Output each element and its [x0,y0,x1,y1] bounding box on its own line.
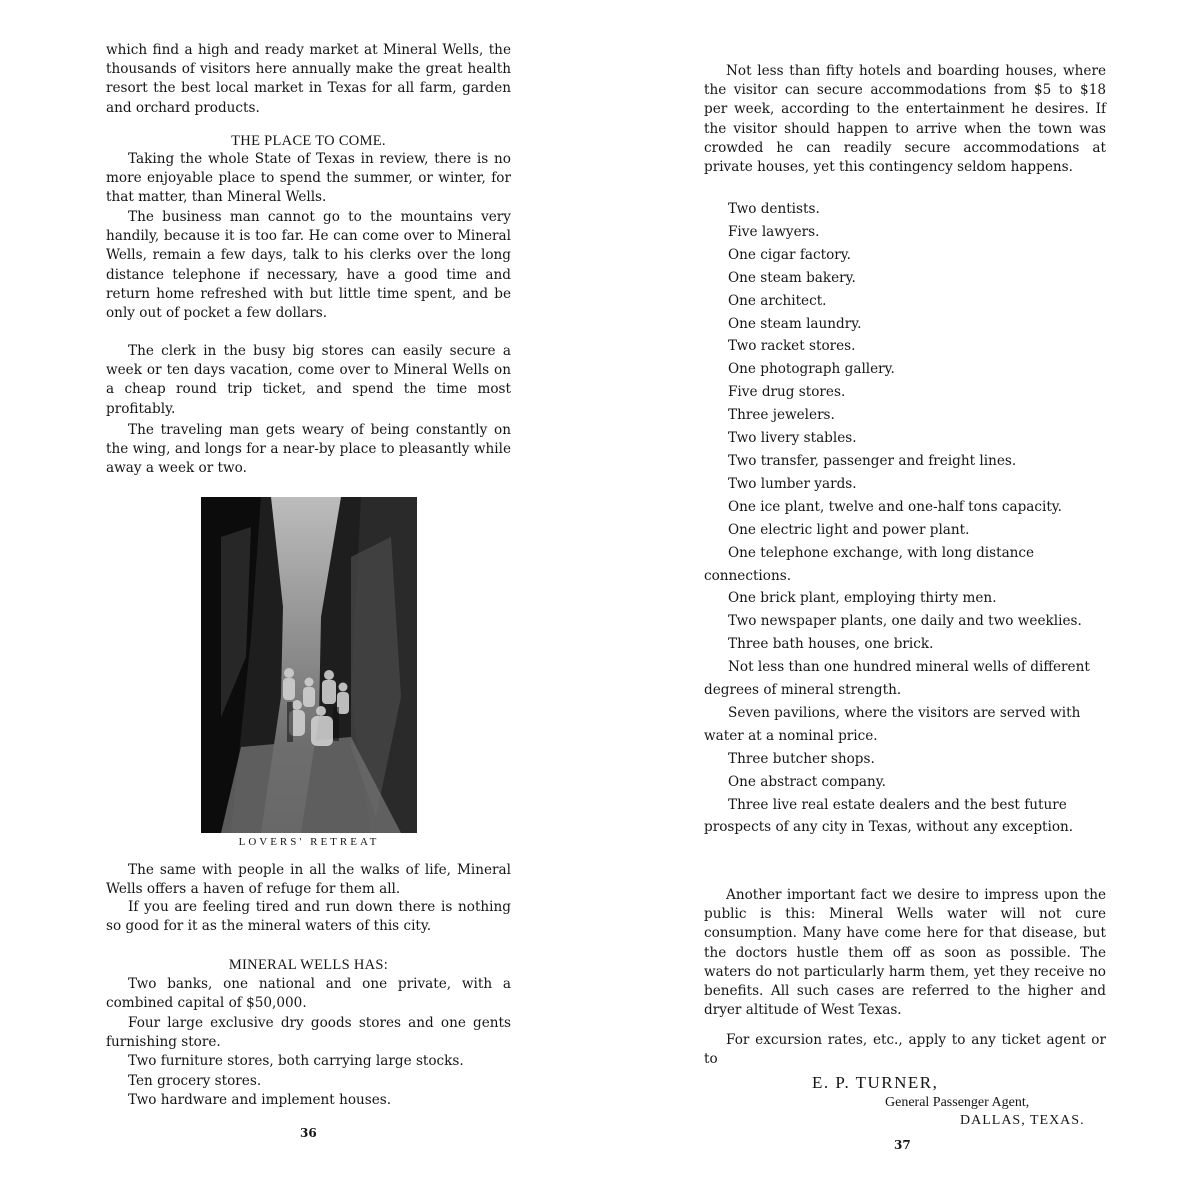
list-item: Not less than one hundred mineral wells of different degrees of mineral strength. [704,659,1090,699]
paragraph-business: The business man cannot go to the mountains very handily, because it is too far. He can come over to Mineral Wells, remain a few days, talk to his clerks over the long distance telephone if necessary, have a good time and return home refreshed with but little time spent, and be only out of pocket a few dollars. [106,209,511,322]
list-item: Two lumber yards. [728,475,857,492]
list-item: Two livery stables. [728,430,857,447]
intro-paragraph: which find a high and ready market at Mineral Wells, the thousands of visitors here annually make the great health resort the best local market in Texas for all farm, garden and orchard products. [106,42,511,116]
has-item-grocery: Ten grocery stores. [128,1073,262,1089]
list-item: One abstract company. [728,773,886,790]
list-item: One ice plant, twelve and one-half tons capacity. [728,498,1063,515]
list-item: Two transfer, passenger and freight lines. [728,452,1017,469]
paragraph-hotels: Not less than fifty hotels and boarding houses, where the visitor can secure accommodations from $5 to $18 per week, according to the entertainment he desires. If the visitor should happen to arrive when the town was crowded he can readily secure accommodations at private houses, yet this contingency seldom happens. [704,63,1106,176]
right-page [600,0,1200,1200]
list-item: One cigar factory. [728,246,851,263]
list-item: Two racket stores. [728,338,856,355]
has-item-hardware: Two hardware and implement houses. [128,1092,392,1108]
list-item: One brick plant, employing thirty men. [728,590,997,607]
page-number-36: 36 [300,1126,317,1140]
paragraph-consumption: Another important fact we desire to impress upon the public is this: Mineral Wells water will not cure consumption. Many have come here for that disease, but the doctors hustle them off as soon as possible. The waters do not particularly harm them, yet they receive no benefits. All such cases are referred to the higher and dryer altitude of West Texas. [704,887,1106,1019]
list-item: Seven pavilions, where the visitors are served with water at a nominal price. [704,704,1081,744]
list-item: Two dentists. [728,201,820,217]
list-item: Five drug stores. [728,384,846,401]
signature-title: General Passenger Agent, [885,1095,1030,1110]
list-item: One photograph gallery. [728,361,895,378]
list-item: Three jewelers. [728,407,835,424]
has-item-dry-goods: Four large exclusive dry goods stores and one gents furnishing store. [106,1015,511,1051]
has-item-banks: Two banks, one national and one private, with a combined capital of $50,000. [106,976,511,1012]
list-item: One telephone exchange, with long distance connections. [704,544,1035,584]
list-item: One steam bakery. [728,269,856,286]
list-item: Two newspaper plants, one daily and two weeklies. [728,613,1082,630]
facilities-list [704,198,1106,839]
list-item: One electric light and power plant. [728,521,970,538]
list-item: One architect. [728,292,827,309]
list-item: Three butcher shops. [728,750,875,767]
paragraph-clerk: The clerk in the busy big stores can easily secure a week or ten days vacation, come over to Mineral Wells on a cheap round trip ticket, and spend the time most profitably. [106,343,511,417]
photo-caption: LOVERS' RETREAT [238,836,380,848]
heading-mineral-wells-has: MINERAL WELLS HAS: [228,957,389,973]
list-item: One steam laundry. [728,315,862,332]
page-number-37: 37 [894,1138,911,1152]
paragraph-excursion: For excursion rates, etc., apply to any ticket agent or to [704,1032,1106,1068]
list-item: Three bath houses, one brick. [728,636,934,653]
has-item-furniture: Two furniture stores, both carrying large stocks. [128,1053,464,1069]
signature-name: E. P. TURNER, [812,1073,939,1092]
list-item: Three live real estate dealers and the best future prospects of any city in Texas, without any exception. [704,796,1074,836]
signature-city: DALLAS, TEXAS. [960,1113,1085,1128]
paragraph-tired: If you are feeling tired and run down there is nothing so good for it as the mineral waters of this city. [106,899,511,935]
paragraph-same: The same with people in all the walks of life, Mineral Wells offers a haven of refuge for them all. [106,862,511,898]
paragraph-taking: Taking the whole State of Texas in review, there is no more enjoyable place to spend the summer, or winter, for that matter, than Mineral Wells. [106,151,511,206]
paragraph-traveling: The traveling man gets weary of being constantly on the wing, and longs for a near-by place to pleasantly while away a week or two. [106,422,511,477]
list-item: Five lawyers. [728,223,820,240]
heading-place-to-come: THE PLACE TO COME. [231,133,386,149]
lovers-retreat-photo [201,497,417,833]
